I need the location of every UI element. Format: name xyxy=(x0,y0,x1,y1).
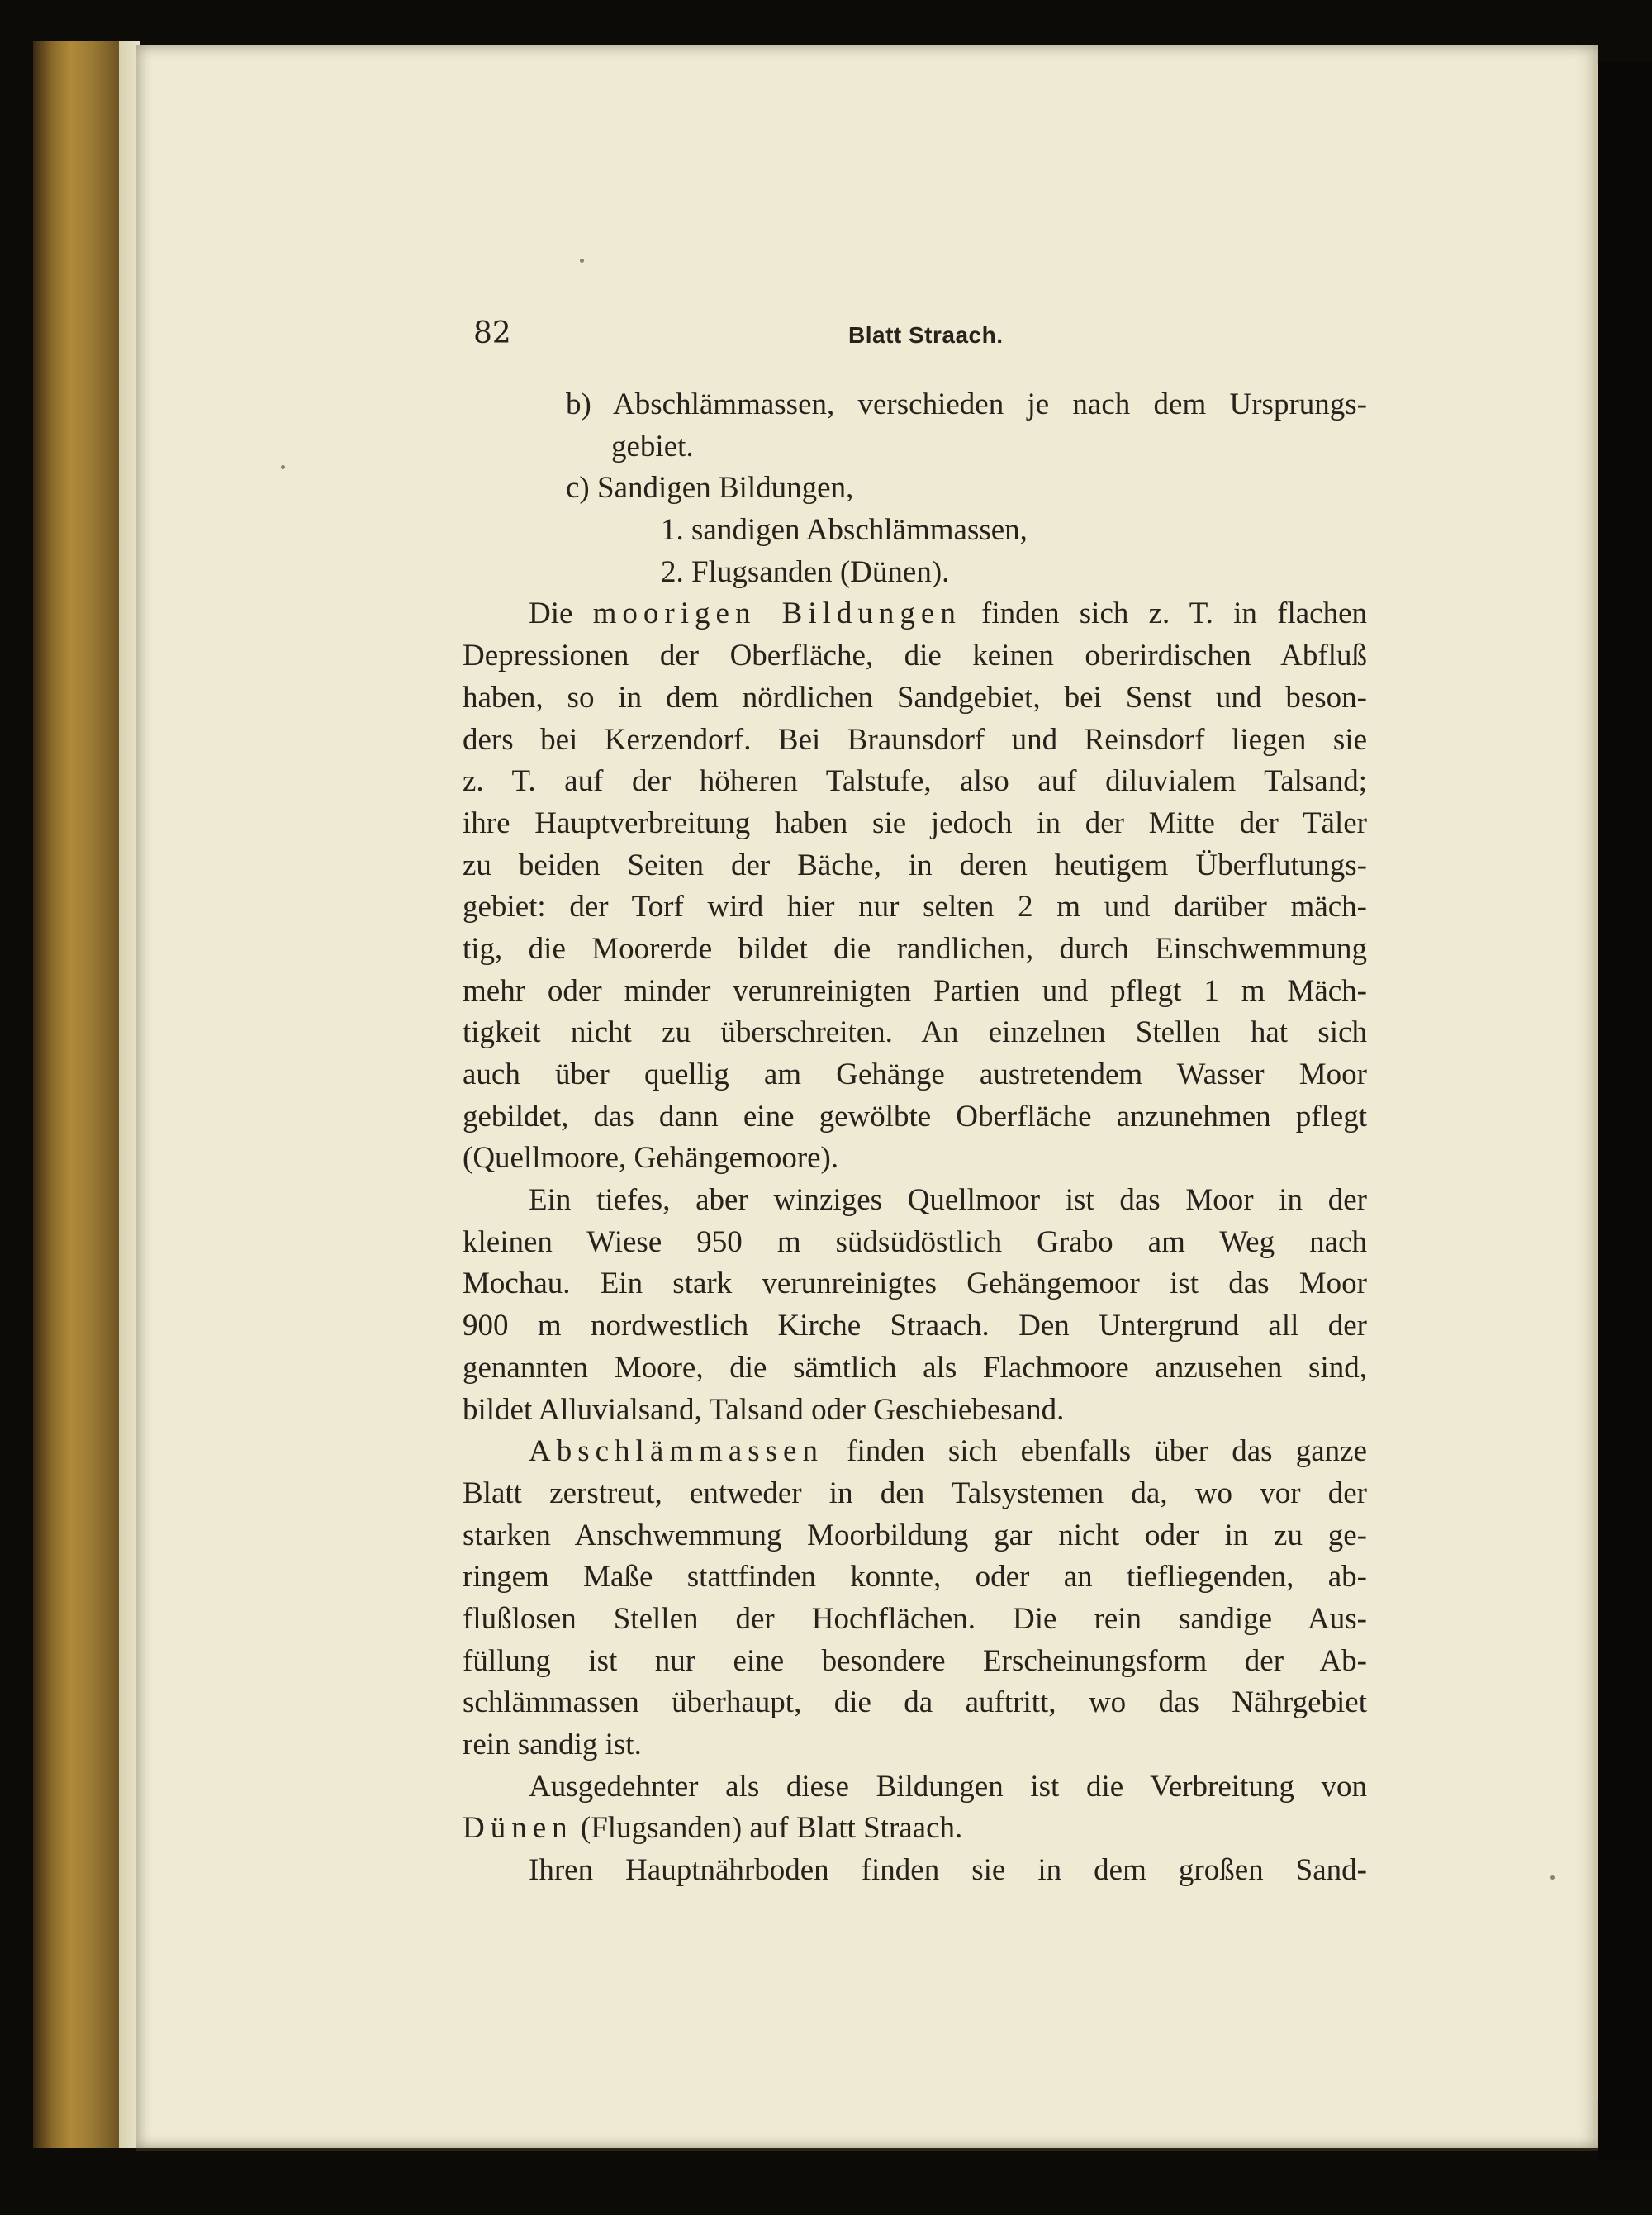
paragraph-moorige-lead: Die moorigen Bildungen finden sich z. T. in flachen xyxy=(529,597,1367,631)
text-line: zu beiden Seiten der Bäche, in deren heutigem Überflutungs- xyxy=(463,848,1367,882)
text-line: tigkeit nicht zu überschreiten. An einzelnen Stellen hat sich xyxy=(463,1015,1367,1050)
text-line: genannten Moore, die sämtlich als Flachmoore anzusehen sind, xyxy=(463,1350,1367,1385)
paper-speck xyxy=(1550,1875,1555,1880)
list-item-c: c) Sandigen Bildungen, xyxy=(566,471,854,506)
text-line: bildet Alluvialsand, Talsand oder Geschiebesand. xyxy=(463,1392,1065,1427)
list-item-b: b) Abschlämmassen, verschieden je nach dem Ursprungs- xyxy=(566,387,1367,421)
text-line: gebildet, das dann eine gewölbte Oberfläche anzunehmen pflegt xyxy=(463,1099,1367,1134)
body-text xyxy=(463,384,1367,1892)
spaced-term: moorigen Bildungen xyxy=(592,597,961,631)
text-line: Blatt zerstreut, entweder in den Talsystemen da, wo vor der xyxy=(463,1476,1367,1510)
text-line: Ein tiefes, aber winziges Quellmoor ist das Moor in der xyxy=(529,1183,1367,1218)
spaced-term: Dünen xyxy=(463,1811,573,1846)
text-line: schlämmassen überhaupt, die da auftritt, wo das Nährgebiet xyxy=(463,1685,1367,1720)
spaced-term: Abschlämmassen xyxy=(529,1434,824,1469)
text-line: ihre Hauptverbreitung haben sie jedoch in der Mitte der Täler xyxy=(463,806,1367,840)
text-line: rein sandig ist. xyxy=(463,1728,642,1761)
text-line: kleinen Wiese 950 m südsüdöstlich Grabo am Weg nach xyxy=(463,1224,1367,1259)
text-line: (Quellmoore, Gehängemoore). xyxy=(463,1141,839,1176)
text-line: haben, so in dem nördlichen Sandgebiet, bei Senst und beson- xyxy=(463,680,1367,715)
text-line: mehr oder minder verunreinigten Partien und pflegt 1 m Mäch- xyxy=(463,973,1367,1008)
list-subitem-1: 1. sandigen Abschlämmassen, xyxy=(661,513,1028,548)
paragraph-duenen-line: Dünen (Flugsanden) auf Blatt Straach. xyxy=(463,1811,963,1846)
text-line: Ausgedehnter als diese Bildungen ist die Verbreitung von xyxy=(529,1769,1367,1804)
paper-speck xyxy=(580,259,584,263)
text-line: ringem Maße stattfinden konnte, oder an tiefliegenden, ab- xyxy=(463,1560,1367,1595)
text-line: tig, die Moorerde bildet die randlichen, durch Einschwemmung xyxy=(463,931,1367,966)
text-line: starken Anschwemmung Moorbildung gar nicht oder in zu ge- xyxy=(463,1518,1367,1552)
text-line: Depressionen der Oberfläche, die keinen oberirdischen Abfluß xyxy=(463,639,1367,673)
page-number: 82 xyxy=(473,316,511,350)
list-item-b-continuation: gebiet. xyxy=(611,429,694,463)
text-line: Mochau. Ein stark verunreinigtes Gehängemoor ist das Moor xyxy=(463,1267,1367,1301)
text-line: Ihren Hauptnährboden finden sie in dem großen Sand- xyxy=(529,1853,1367,1888)
text-line: ders bei Kerzendorf. Bei Braunsdorf und Reinsdorf liegen sie xyxy=(463,722,1367,757)
paper-speck xyxy=(281,465,285,469)
paragraph-abschlaemmassen-lead: Abschlämmassen finden sich ebenfalls über das ganze xyxy=(529,1434,1367,1469)
text-line: z. T. auf der höheren Talstufe, also auf diluvialem Talsand; xyxy=(463,764,1367,799)
text-line: auch über quellig am Gehänge austretendem Wasser Moor xyxy=(463,1058,1367,1091)
running-title: Blatt Straach. xyxy=(848,322,1004,348)
text-line: füllung ist nur eine besondere Erscheinungsform der Ab- xyxy=(463,1643,1367,1678)
right-scan-border xyxy=(1598,62,1652,2160)
list-subitem-2: 2. Flugsanden (Dünen). xyxy=(661,554,950,589)
text-line: 900 m nordwestlich Kirche Straach. Den Untergrund all der xyxy=(463,1309,1367,1343)
text-line: flußlosen Stellen der Hochflächen. Die rein sandige Aus- xyxy=(463,1601,1367,1636)
text-line: gebiet: der Torf wird hier nur selten 2 m und darüber mäch- xyxy=(463,890,1367,925)
bottom-scan-border xyxy=(136,2148,1598,2151)
book-page-edges xyxy=(33,41,140,2148)
